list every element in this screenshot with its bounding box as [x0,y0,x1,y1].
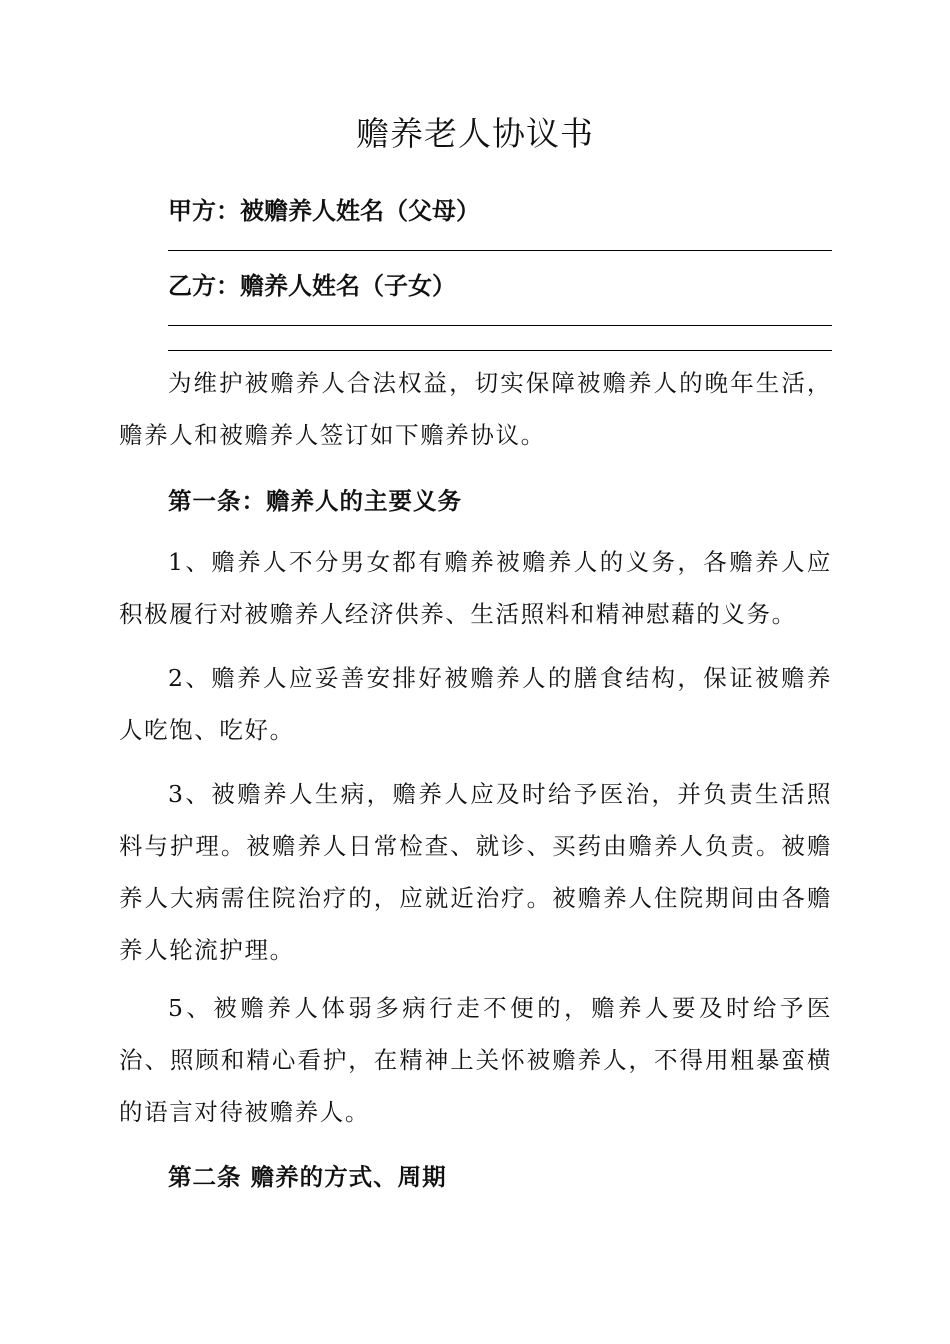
article-2-heading: 第二条 赡养的方式、周期 [168,1163,447,1191]
clause-1: 1、赡养人不分男女都有赡养被赡养人的义务，各赡养人应积极履行对被赡养人经济供养、生活照料和精神慰藉的义务。 [119,548,832,628]
party-a-fill-line [168,250,832,251]
party-a-label: 甲方：被赡养人姓名（父母） [168,197,480,225]
party-b-label: 乙方：赡养人姓名（子女） [168,272,456,300]
party-b-fill-line-2 [168,350,832,351]
document-title: 赡养老人协议书 [356,114,594,153]
clause-5: 5、被赡养人体弱多病行走不便的，赡养人要及时给予医治、照顾和精心看护，在精神上关怀被赡养人，不得用粗暴蛮横的语言对待被赡养人。 [119,994,832,1126]
article-1-heading: 第一条：赡养人的主要义务 [168,487,462,515]
intro-paragraph: 为维护被赡养人合法权益，切实保障被赡养人的晚年生活，赡养人和被赡养人签订如下赡养协议。 [119,369,832,449]
clause-3: 3、被赡养人生病，赡养人应及时给予医治，并负责生活照料与护理。被赡养人日常检查、就诊、买药由赡养人负责。被赡养人大病需住院治疗的，应就近治疗。被赡养人住院期间由各赡养人轮流护理。 [119,780,832,964]
party-b-fill-line-1 [168,325,832,326]
clause-2: 2、赡养人应妥善安排好被赡养人的膳食结构，保证被赡养人吃饱、吃好。 [119,664,832,744]
